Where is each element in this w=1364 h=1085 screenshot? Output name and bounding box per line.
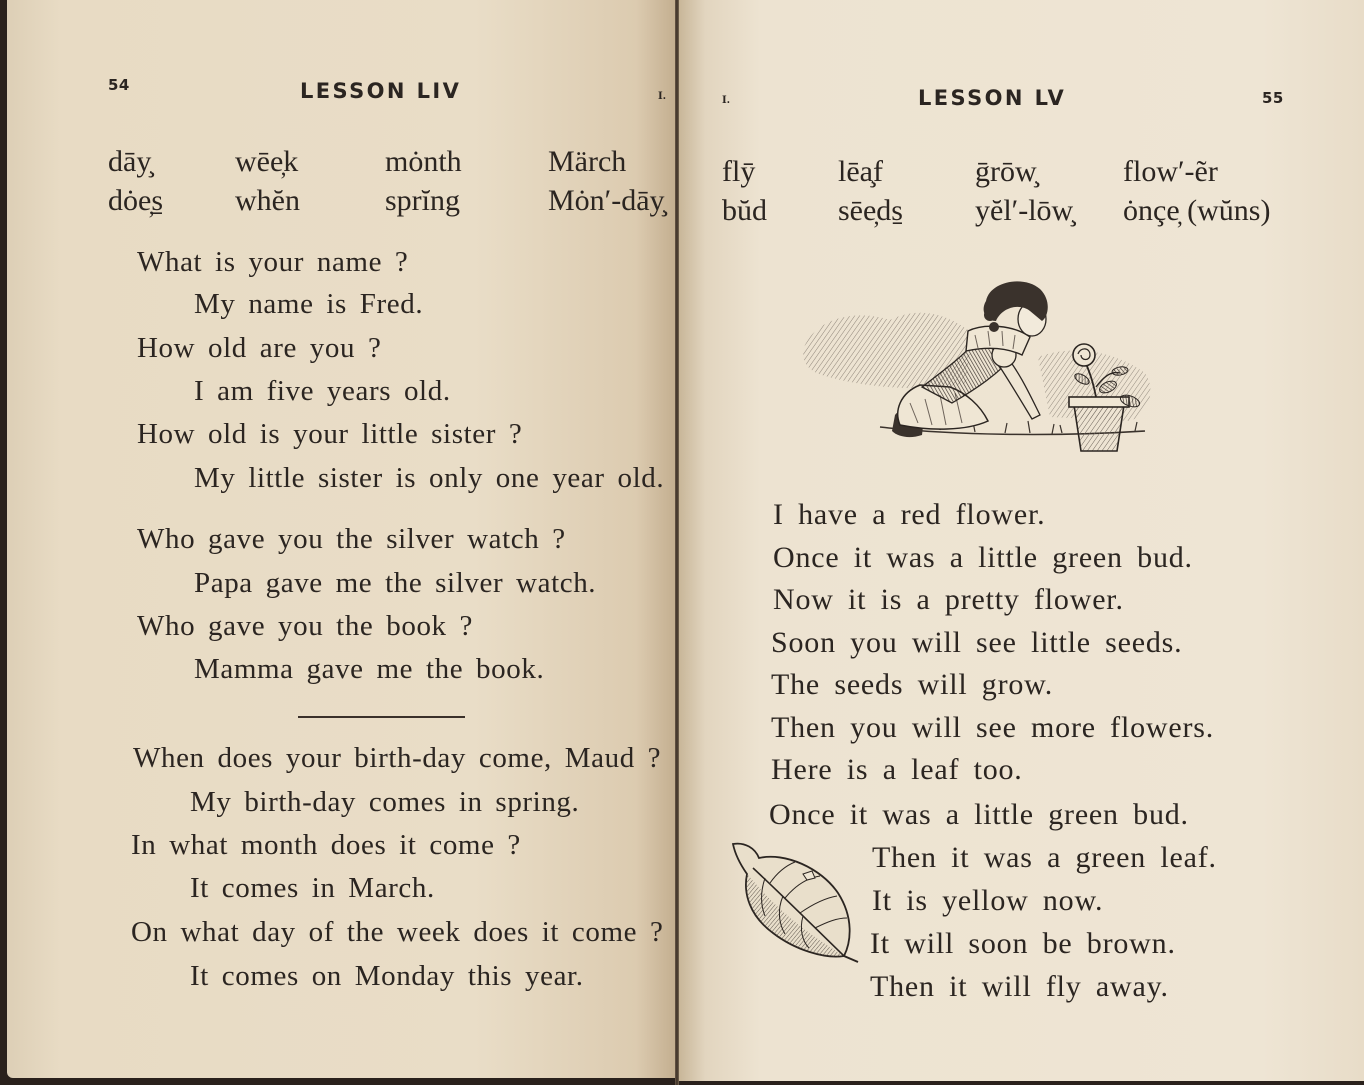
- vocab-word: flow′-ẽr: [1123, 155, 1218, 188]
- reading-line: Then it was a green leaf.: [872, 841, 1217, 874]
- vocab-word: dāy̧: [108, 145, 152, 178]
- reading-line: How old is your little sister ?: [137, 418, 523, 450]
- vocab-word: sēe̦ds̱: [838, 194, 903, 227]
- vocab-word: wēe̦k: [235, 145, 299, 178]
- lesson-title: LESSON LV: [918, 86, 1067, 110]
- part-marker: I.: [722, 95, 731, 106]
- reading-line: I have a red flower.: [773, 498, 1046, 531]
- reading-line: Once it was a little green bud.: [769, 798, 1189, 831]
- vocab-word: whĕn: [235, 184, 300, 217]
- vocab-word: lēa̧f: [838, 155, 883, 188]
- reading-line: It comes in March.: [190, 872, 435, 904]
- reading-line: Who gave you the book ?: [137, 610, 473, 642]
- page-number: 54: [108, 76, 130, 94]
- reading-line: My birth-day comes in spring.: [190, 786, 580, 818]
- reading-line: It will soon be brown.: [870, 927, 1176, 960]
- vocab-word: mȯnth: [385, 145, 462, 178]
- reading-line: How old are you ?: [137, 332, 382, 364]
- part-marker: I.: [658, 91, 667, 102]
- leaf-illustration: [725, 838, 861, 964]
- reading-line: Here is a leaf too.: [771, 753, 1023, 786]
- book-gutter: [675, 0, 679, 1085]
- reading-line: Papa gave me the silver watch.: [194, 567, 597, 599]
- reading-line: I am five years old.: [194, 375, 451, 407]
- reading-line: Now it is a pretty flower.: [773, 583, 1124, 616]
- vocab-word: sprĭng: [385, 184, 460, 217]
- reading-line: On what day of the week does it come ?: [131, 916, 664, 948]
- vocab-word: yĕl′-lōw̧: [975, 194, 1074, 227]
- reading-line: When does your birth-day come, Maud ?: [133, 742, 662, 774]
- vocab-word: Mȯn′-dāy̧: [548, 184, 665, 217]
- section-divider: [298, 716, 465, 718]
- vocab-word: ȯnçe̦ (wŭns): [1123, 194, 1271, 227]
- vocab-word: dȯe̦s̱: [108, 184, 163, 217]
- flower-pot: [1069, 397, 1129, 451]
- reading-line: My little sister is only one year old.: [194, 462, 665, 494]
- reading-line: It comes on Monday this year.: [190, 960, 584, 992]
- girl-with-flower-pot-illustration: [800, 275, 1155, 457]
- reading-line: In what month does it come ?: [131, 829, 521, 861]
- reading-line: My name is Fred.: [194, 288, 424, 320]
- lesson-title: LESSON LIV: [300, 79, 462, 103]
- reading-line: Then it will fly away.: [870, 970, 1169, 1003]
- vocab-word: bŭd: [722, 194, 767, 227]
- vocab-word: ḡrōw̧: [975, 155, 1037, 188]
- reading-line: Once it was a little green bud.: [773, 541, 1193, 574]
- reading-line: Soon you will see little seeds.: [771, 626, 1183, 659]
- leaf-stem: [844, 956, 858, 962]
- reading-line: What is your name ?: [137, 246, 409, 278]
- reading-line: Then you will see more flowers.: [771, 711, 1215, 744]
- vocab-word: flȳ: [722, 155, 756, 188]
- vocab-word: Märch: [548, 145, 627, 178]
- reading-line: Who gave you the silver watch ?: [137, 523, 566, 555]
- page-number: 55: [1262, 89, 1284, 107]
- reading-line: Mamma gave me the book.: [194, 653, 545, 685]
- reading-line: The seeds will grow.: [771, 668, 1053, 701]
- reading-line: It is yellow now.: [872, 884, 1104, 917]
